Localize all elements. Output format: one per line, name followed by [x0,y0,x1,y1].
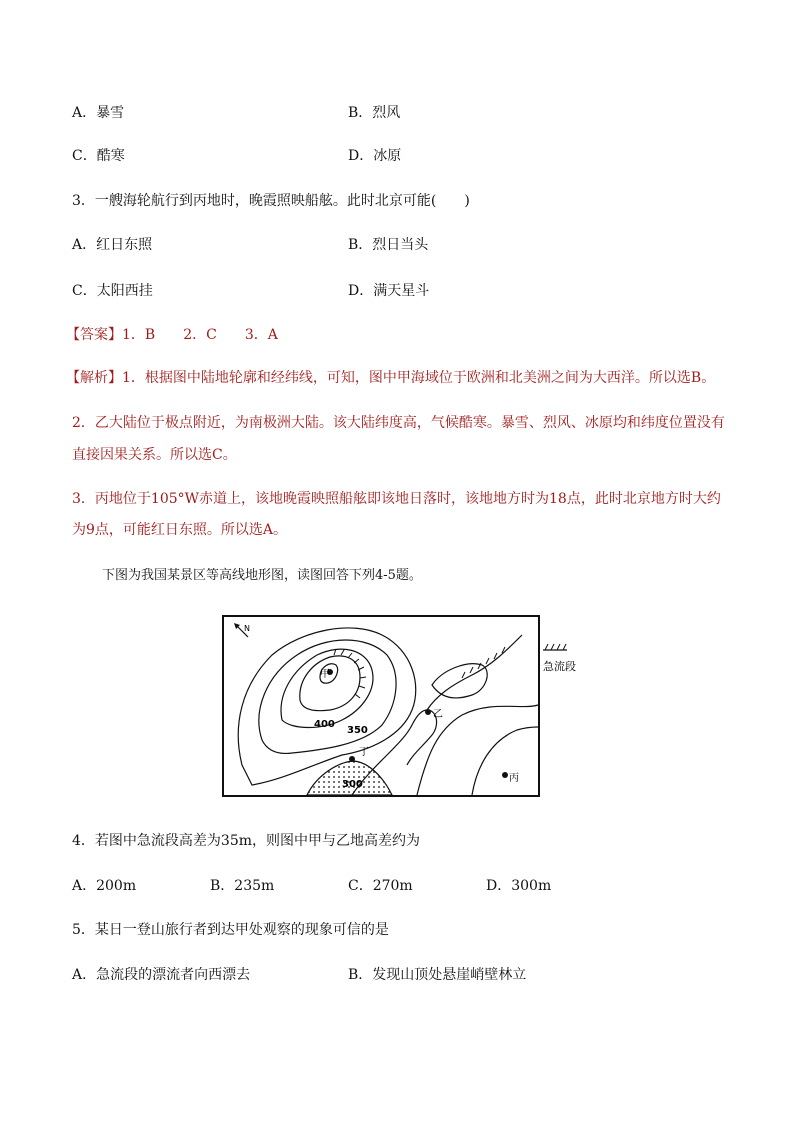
q2-option-a: A．暴雪 [72,105,125,121]
contour-map [222,615,540,797]
q2-option-b: B．烈风 [348,105,401,121]
label-300: 300 [342,779,363,790]
map-frame [223,616,539,796]
label-400: 400 [314,719,335,730]
q3-option-a: A．红日东照 [72,237,153,253]
analysis-tag: 【解析】 [66,370,122,386]
svg-text:N: N [244,624,250,633]
analysis-p1-text: 1．根据图中陆地轮廓和经纬线，可知，图中甲海域位于欧洲和北美洲之间为大西洋。所以选B。 [122,370,716,386]
answer-text: 1．B 2．C 3．A [122,327,278,343]
q2-option-d: D．冰原 [348,148,402,164]
q4-option-b: B．235m [210,878,275,894]
point-ding [349,756,355,762]
map-intro: 下图为我国某景区等高线地形图，读图回答下列4-5题。 [102,568,422,583]
label-ding: 丁 [359,747,369,758]
answer-block [66,325,278,345]
label-yi: 乙 [433,709,443,720]
q4-option-c: C．270m [348,878,413,894]
point-yi [425,709,431,715]
label-jia: 甲 [320,669,330,680]
analysis-p2-line1: 2．乙大陆位于极点附近，为南极洲大陆。该大陆纬度高，气候酷寒。暴雪、烈风、冰原均和纬度位置没有 [72,415,725,431]
analysis-p3-line2: 为9点，可能红日东照。所以选A。 [72,522,288,538]
q5-option-a: A．急流段的漂流者向西漂去 [72,967,251,983]
analysis-p3-line1: 3．丙地位于105°W赤道上，该地晚霞映照船舷即该地日落时，该地地方时为18点，此时北京地方时大约 [72,491,721,507]
q4-option-d: D．300m [486,878,552,894]
answer-tag: 【答案】 [66,327,122,343]
q4-option-a: A．200m [72,878,137,894]
analysis-p1 [66,368,715,388]
point-bing [502,772,508,778]
analysis-p2-line2: 直接因果关系。所以选C。 [72,447,237,463]
label-bing: 丙 [509,773,519,784]
q3-stem: 3．一艘海轮航行到丙地时，晚霞照映船舷。此时北京可能( ) [72,193,470,209]
label-350: 350 [347,725,368,736]
q3-option-b: B．烈日当头 [348,237,429,253]
q2-option-c: C．酷寒 [72,148,125,164]
q3-option-d: D．满天星斗 [348,283,430,299]
legend-label: 急流段 [543,660,576,673]
q5-stem: 5．某日一登山旅行者到达甲处观察的现象可信的是 [72,922,389,938]
q5-option-b: B．发现山顶处悬崖峭壁林立 [348,967,527,983]
q4-stem: 4．若图中急流段高差为35m，则图中甲与乙地高差约为 [72,833,420,849]
map-legend [541,640,601,680]
q3-option-c: C．太阳西挂 [72,283,153,299]
rapids-legend-icon [541,640,601,680]
